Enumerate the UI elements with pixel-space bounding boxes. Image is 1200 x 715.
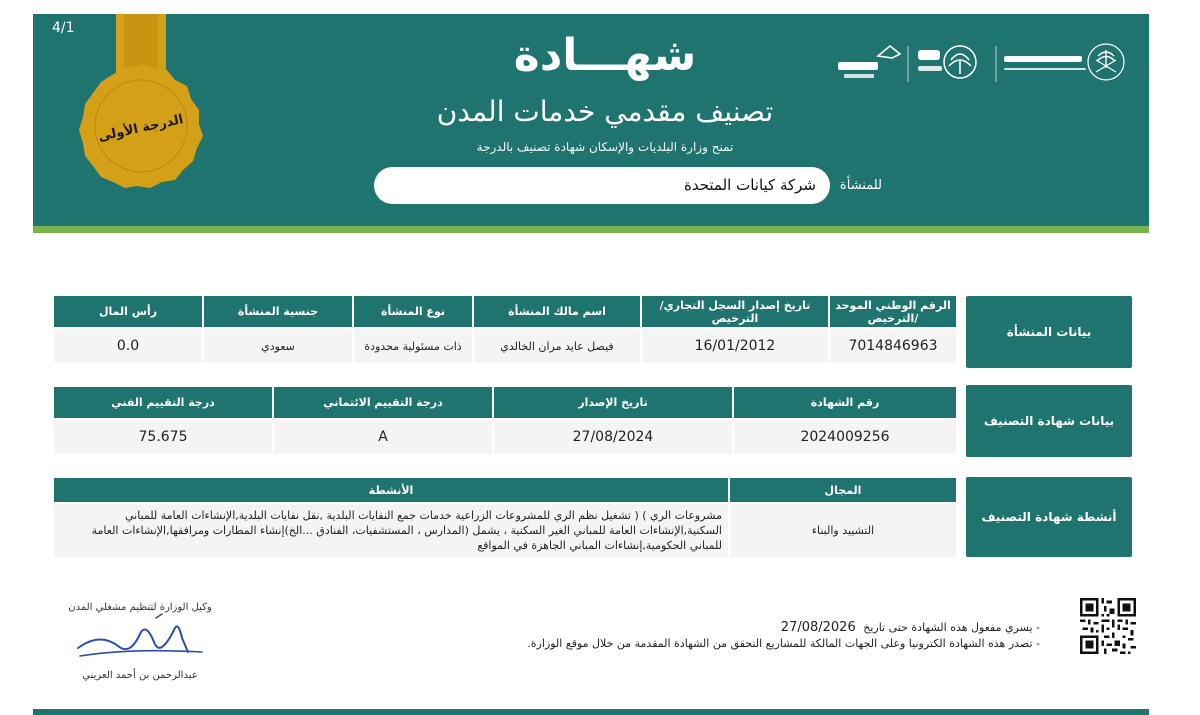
certificate-section-label: بيانات شهادة التصنيف bbox=[966, 385, 1132, 457]
ministry-emblem-icon bbox=[1088, 44, 1124, 80]
cell-nationality: سعودي bbox=[203, 328, 353, 364]
header-field: المجال bbox=[729, 477, 957, 503]
establishment-section-label: بيانات المنشأة bbox=[966, 296, 1132, 368]
header-credit-grade: درجة التقييم الائتماني bbox=[273, 386, 493, 419]
header-cr-date: تاريخ إصدار السجل التجاري/ الترخيص bbox=[641, 295, 829, 328]
header-technical-score: درجة التقييم الفني bbox=[53, 386, 273, 419]
issuance-note: - تصدر هذه الشهادة الكترونيا وعلى الجهات المالكة للمشاريع التحقق من الشهادة المقدمة من خلال موقع الوزارة. bbox=[527, 637, 1040, 650]
ministry-wordmark bbox=[1004, 56, 1086, 70]
header-logos bbox=[836, 34, 1136, 94]
entity-name: شركة كيانات المتحدة bbox=[683, 176, 816, 194]
header-certificate-number: رقم الشهادة bbox=[733, 386, 957, 419]
header-nationality: جنسية المنشأة bbox=[203, 295, 353, 328]
footer-bar bbox=[33, 709, 1149, 715]
table-row bbox=[53, 295, 957, 328]
signatory-name: عبدالرحمن بن أحمد العريني bbox=[82, 670, 198, 681]
header-national-number: الرقم الوطني الموحد /الترخيص bbox=[829, 295, 957, 328]
signatory-title: وكيل الوزارة لتنظيم مشغلي المدن bbox=[68, 602, 212, 613]
grade-medal bbox=[76, 14, 206, 204]
cell-entity-type: ذات مسئولية محدودة bbox=[353, 328, 473, 364]
certificate-grant-note: تمنح وزارة البلديات والإسكان شهادة تصنيف بالدرجة bbox=[476, 140, 734, 154]
header-activities: الأنشطة bbox=[53, 477, 729, 503]
establishment-table bbox=[52, 294, 958, 365]
cell-owner-name: فيصل عايد مران الخالدي bbox=[473, 328, 641, 364]
validity-notes bbox=[520, 620, 1040, 652]
header-owner-name: اسم مالك المنشأة bbox=[473, 295, 641, 328]
table-row bbox=[53, 503, 957, 558]
header-accent-stripe bbox=[33, 226, 1149, 233]
cell-capital: 0.0 bbox=[53, 328, 203, 364]
table-row bbox=[53, 419, 957, 455]
validity-line bbox=[520, 620, 1040, 636]
table-row bbox=[53, 386, 957, 419]
handwritten-signature bbox=[70, 612, 210, 670]
table-row bbox=[53, 328, 957, 364]
header-capital: رأس المال bbox=[53, 295, 203, 328]
validity-date: 27/08/2026 bbox=[780, 620, 856, 635]
activities-table bbox=[52, 476, 958, 559]
cell-issue-date: 27/08/2024 bbox=[493, 419, 733, 455]
header-entity-type: نوع المنشأة bbox=[353, 295, 473, 328]
tanzeem-logo-icon bbox=[878, 46, 900, 58]
tanzeem-wordmark bbox=[838, 62, 878, 78]
cell-technical-score: 75.675 bbox=[53, 419, 273, 455]
medal-label: الدرجة الأولى bbox=[97, 112, 185, 145]
cell-certificate-number: 2024009256 bbox=[733, 419, 957, 455]
cell-credit-grade: A bbox=[273, 419, 493, 455]
activities-section-label: أنشطة شهادة التصنيف bbox=[966, 477, 1132, 557]
entity-label: للمنشأة bbox=[839, 178, 882, 193]
certificate-table bbox=[52, 385, 958, 456]
balady-wordmark bbox=[918, 50, 942, 71]
balady-logo-icon bbox=[944, 46, 976, 78]
certificate-title: شهـــادة bbox=[513, 30, 697, 81]
entity-name-box bbox=[374, 167, 830, 204]
cell-field: التشييد والبناء bbox=[729, 503, 957, 558]
header-issue-date: تاريخ الإصدار bbox=[493, 386, 733, 419]
cell-activities: مشروعات الري ) ( تشغيل نظم الري للمشروعات الزراعية خدمات جمع النفايات البلدية ,نقل نفايات البلدية,الإنشاءات العامة للمباني السكنية,الإنشاءات العامة للمباني الغير السكنية ، يشمل (المدارس ، المستشفيات، الفنادق ...الخ)إنشاء المطارات ومرافقها,الإنشاءات العامة للمباني الحكومية,إنشاءات المباني الجاهزة في المواقع bbox=[53, 503, 729, 558]
page-number: 4/1 bbox=[52, 20, 75, 36]
verification-qr-code[interactable] bbox=[1080, 598, 1136, 654]
cell-cr-date: 16/01/2012 bbox=[641, 328, 829, 364]
cell-national-number: 7014846963 bbox=[829, 328, 957, 364]
table-row bbox=[53, 477, 957, 503]
validity-prefix: - يسري مفعول هذه الشهادة حتى تاريخ bbox=[863, 621, 1040, 634]
certificate-subtitle: تصنيف مقدمي خدمات المدن bbox=[436, 95, 774, 128]
